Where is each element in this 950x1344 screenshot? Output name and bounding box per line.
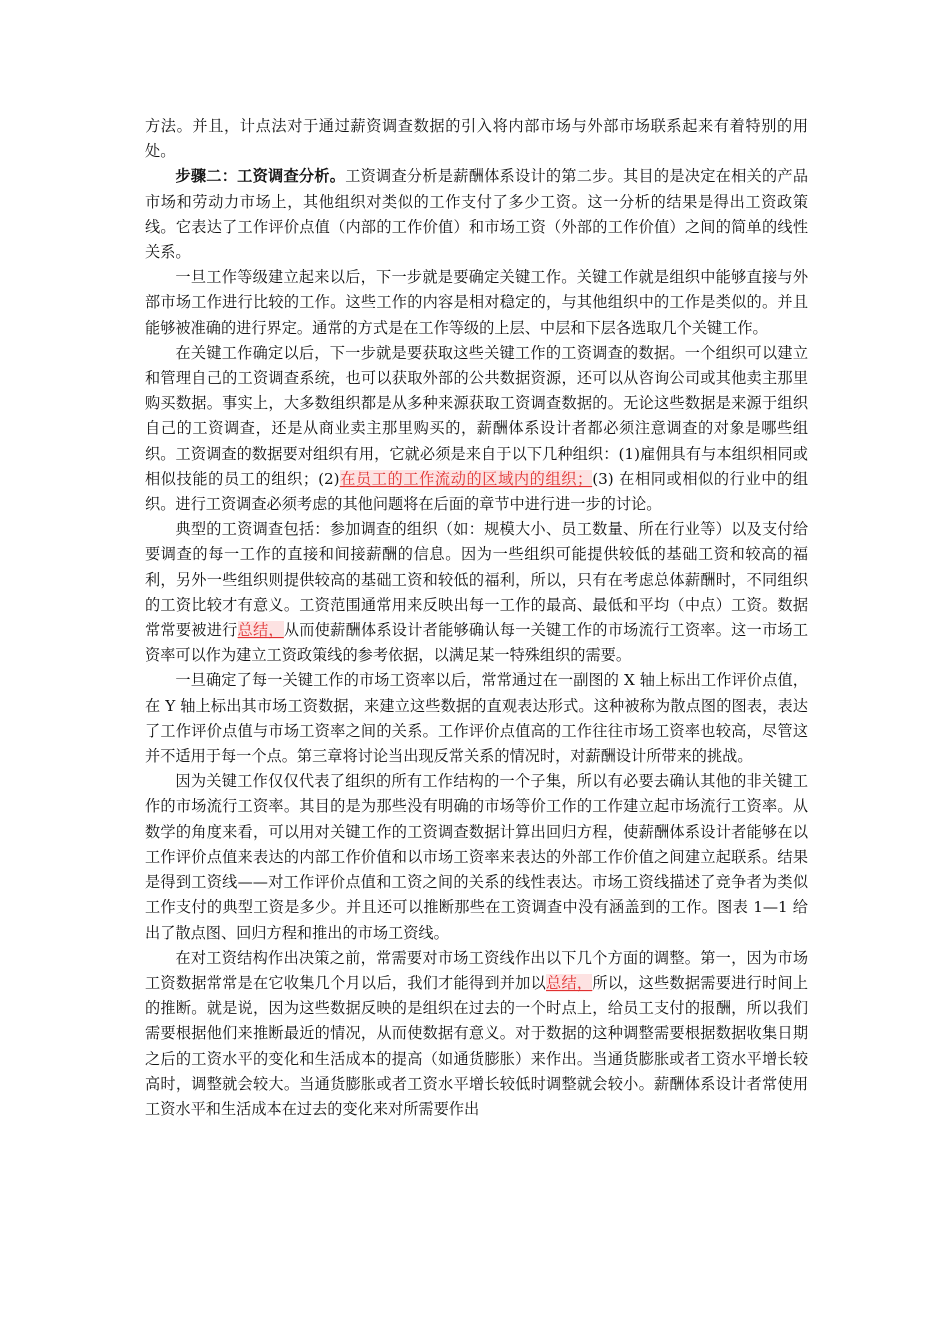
highlighted-text: 在员工的工作流动的区域内的组织；: [339, 469, 593, 488]
paragraph-text: 一旦确定了每一关键工作的市场工资率以后，常常通过在一副图的 X 轴上标出工作评价点值，在 Y 轴上标出其市场工资数据，来建立这些数据的直观表达形式。这种被称为散点图的图表，表达了工作评价点值与市场工资率之间的关系。工作评价点值高的工作往往市场工资率也较高，尽管这并不适用于每一个点。第三章将讨论当出现反常关系的情况时，对薪酬设计所带来的挑战。: [145, 671, 808, 766]
paragraph-survey-data: [145, 341, 808, 517]
document-body: [145, 114, 808, 1122]
paragraph-text: 工资调查分析是薪酬体系设计的第二步。其目的是决定在相关的产品市场和劳动力市场上，其他组织对类似的工作支付了多少工资。这一分析的结果是得出工资政策线。它表达了工作评价点值（内部的工作价值）和市场工资（外部的工作价值）之间的简单的线性关系。: [145, 167, 809, 262]
paragraph-text-before: 在对工资结构作出决策之前，常需要对市场工资线作出以下几个方面的调整。第一，因为市场工资数据常常是在它收集几个月以后，我们才能得到并加以: [145, 948, 808, 992]
paragraph-text-after: 所以，这些数据需要进行时间上的推断。就是说，因为这些数据反映的是组织在过去的一个时点上，给员工支付的报酬，所以我们需要根据他们来推断最近的情况，从而使数据有意义。对于数据的这种调整需要根据数据收集日期之后的工资水平的变化和生活成本的提高（如通货膨胀）来作出。当通货膨胀或者工资水平增长较高时，调整就会较大。当通货膨胀或者工资水平增长较低时调整就会较小。薪酬体系设计者常使用工资水平和生活成本在过去的变化来对所需要作出: [145, 973, 809, 1118]
paragraph-text-after: (3) 在相同或相似的行业中的组织。进行工资调查必须考虑的其他问题将在后面的章节中进行进一步的讨论。: [145, 469, 809, 514]
paragraph-typical-survey: [145, 517, 808, 668]
section-heading: 步骤二：工资调查分析。: [175, 167, 346, 186]
paragraph-key-jobs: [145, 265, 808, 341]
paragraph-step-two: [145, 164, 808, 265]
highlighted-text: 总结，: [546, 973, 593, 992]
paragraph-text-after: 从而使薪酬体系设计者能够确认每一关键工作的市场流行工资率。这一市场工资率可以作为建立工资政策线的参考依据，以满足某一特殊组织的需要。: [145, 621, 809, 665]
paragraph-continuation: [145, 114, 808, 164]
paragraph-text-before: 在关键工作确定以后，下一步就是要获取这些关键工作的工资调查的数据。一个组织可以建立和管理自己的工资调查系统，也可以获取外部的公共数据资源，还可以从咨询公司或其他卖主那里购买数据。事实上，大多数组织都是从多种来源获取工资调查数据的。无论这些数据是来源于组织自己的工资调查，还是从商业卖主那里购买的，薪酬体系设计者都必须注意调查的对象是哪些组织。工资调查的数据要对组织有用，它就必须是来自于以下几种组织：(1)雇佣具有与本组织相同或相似技能的员工的组织；(2): [145, 343, 808, 488]
paragraph-scatter-plot: [145, 668, 808, 769]
paragraph-text: 方法。并且，计点法对于通过薪资调查数据的引入将内部市场与外部市场联系起来有着特别的用处。: [145, 117, 808, 161]
paragraph-text: 因为关键工作仅仅代表了组织的所有工作结构的一个子集，所以有必要去确认其他的非关键工作的市场流行工资率。其目的是为那些没有明确的市场等价工作的工作建立起市场流行工资率。从数学的角度来看，可以用对关键工作的工资调查数据计算出回归方程，使薪酬体系设计者能够在以工作评价点值来表达的内部工作价值和以市场工资率来表达的外部工作价值之间建立起联系。结果是得到工资线——对工作评价点值和工资之间的关系的线性表达。市场工资线描述了竞争者为类似工作支付的典型工资是多少。并且还可以推断那些在工资调查中没有涵盖到的工作。图表 1—1 给出了散点图、回归方程和推出的市场工资线。: [145, 772, 808, 942]
paragraph-text-before: 典型的工资调查包括：参加调查的组织（如：规模大小、员工数量、所在行业等）以及支付给要调查的每一工作的直接和间接薪酬的信息。因为一些组织可能提供较低的基础工资和较高的福利，另外一些组织则提供较高的基础工资和较低的福利，所以，只有在考虑总体薪酬时，不同组织的工资比较才有意义。工资范围通常用来反映出每一工作的最高、最低和平均（中点）工资。数据常常要被进行: [145, 520, 808, 640]
paragraph-adjustment: [145, 946, 808, 1122]
paragraph-text: 一旦工作等级建立起来以后，下一步就是要确定关键工作。关键工作就是组织中能够直接与外部市场工作进行比较的工作。这些工作的内容是相对稳定的，与其他组织中的工作是类似的。并且能够被准确的进行界定。通常的方式是在工作等级的上层、中层和下层各选取几个关键工作。: [145, 268, 808, 337]
highlighted-text: 总结，: [237, 621, 284, 640]
paragraph-regression: [145, 769, 808, 945]
